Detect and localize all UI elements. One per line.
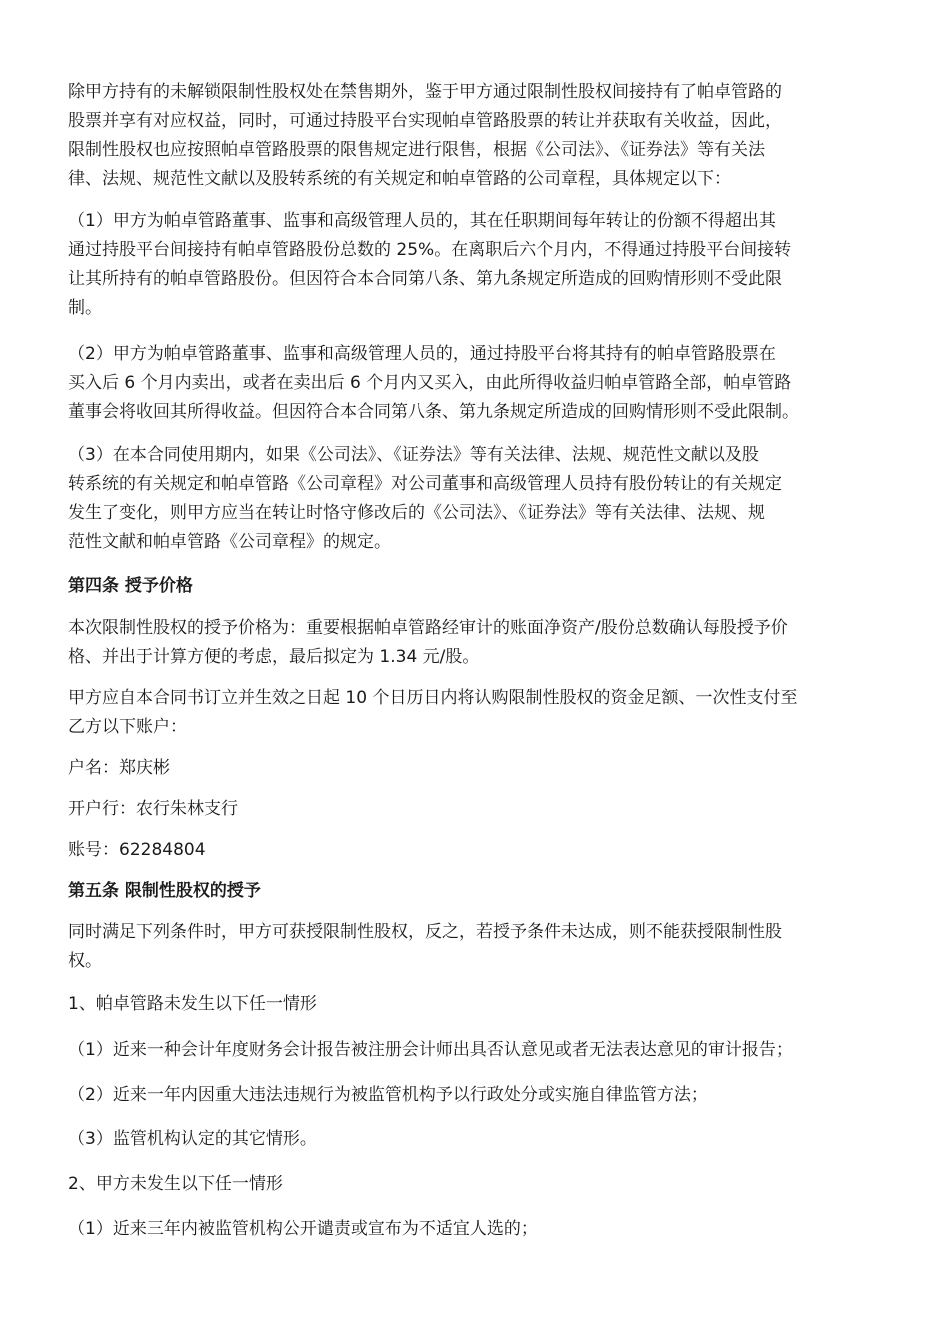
text-line: 让其所持有的帕卓管路股份。但因符合本合同第八条、第九条规定所造成的回购情形则不受此限 xyxy=(68,269,782,289)
paragraph-clause-2 xyxy=(68,340,888,427)
text-line: 通过持股平台间接持有帕卓管路股份总数的 25%。在离职后六个月内，不得通过持股平台间接转 xyxy=(68,240,792,260)
heading-text: 第四条 授予价格 xyxy=(68,576,193,596)
text-line: 律、法规、规范性文献以及股转系统的有关规定和帕卓管路的公司章程，具体规定以下： xyxy=(68,169,731,189)
article-4-heading xyxy=(68,572,888,601)
text-line: 1、帕卓管路未发生以下任一情形 xyxy=(68,994,317,1014)
text-line: 同时满足下列条件时，甲方可获授限制性股权，反之，若授予条件未达成，则不能获授限制性股 xyxy=(68,922,782,942)
text-line: （1）近来一种会计年度财务会计报告被注册会计师出具否认意见或者无法表达意见的审计报告； xyxy=(68,1040,793,1060)
paragraph-intro xyxy=(68,78,888,194)
condition-2 xyxy=(68,1170,888,1199)
text-line: （2）近来一年内因重大违法违规行为被监管机构予以行政处分或实施自律监管方法； xyxy=(68,1085,708,1105)
condition-1-1 xyxy=(68,1036,888,1065)
text-line: 制。 xyxy=(68,298,102,318)
text-line: 甲方应自本合同书订立并生效之日起 10 个日历日内将认购限制性股权的资金足额、一次性支付至 xyxy=(68,688,798,708)
text-line: 2、甲方未发生以下任一情形 xyxy=(68,1174,283,1194)
condition-1-2 xyxy=(68,1081,888,1110)
heading-text: 第五条 限制性股权的授予 xyxy=(68,881,261,901)
paragraph-clause-3 xyxy=(68,441,888,557)
text-line: 户名：郑庆彬 xyxy=(68,758,170,778)
text-line: 买入后 6 个月内卖出，或者在卖出后 6 个月内又买入，由此所得收益归帕卓管路全部，帕卓管路 xyxy=(68,373,792,393)
paragraph-payment xyxy=(68,684,888,742)
text-line: 股票并享有对应权益，同时，可通过持股平台实现帕卓管路股票的转让并获取有关收益，因此， xyxy=(68,111,782,131)
paragraph-grant-conditions xyxy=(68,918,888,976)
text-line: 董事会将收回其所得收益。但因符合本合同第八条、第九条规定所造成的回购情形则不受此限制。 xyxy=(68,402,799,422)
paragraph-price xyxy=(68,614,888,672)
article-5-heading xyxy=(68,877,888,906)
paragraph-clause-1 xyxy=(68,207,888,323)
text-line: （3）监管机构认定的其它情形。 xyxy=(68,1129,317,1149)
text-line: （1）近来三年内被监管机构公开谴责或宣布为不适宜人选的； xyxy=(68,1219,538,1239)
text-line: 开户行：农行朱林支行 xyxy=(68,799,238,819)
text-line: 本次限制性股权的授予价格为：重要根据帕卓管路经审计的账面净资产/股份总数确认每股授予价 xyxy=(68,618,788,638)
text-line: （2）甲方为帕卓管路董事、监事和高级管理人员的，通过持股平台将其持有的帕卓管路股票在 xyxy=(68,344,776,364)
condition-2-1 xyxy=(68,1215,888,1244)
account-number xyxy=(68,836,888,865)
condition-1 xyxy=(68,990,888,1019)
text-line: （1）甲方为帕卓管路董事、监事和高级管理人员的，其在任职期间每年转让的份额不得超出其 xyxy=(68,211,776,231)
text-line: 除甲方持有的未解锁限制性股权处在禁售期外，鉴于甲方通过限制性股权间接持有了帕卓管路的 xyxy=(68,82,782,102)
condition-1-3 xyxy=(68,1125,888,1154)
text-line: 乙方以下账户： xyxy=(68,717,187,737)
text-line: 转系统的有关规定和帕卓管路《公司章程》对公司董事和高级管理人员持有股份转让的有关规定 xyxy=(68,474,782,494)
account-name xyxy=(68,754,888,783)
text-line: 格、并出于计算方便的考虑，最后拟定为 1.34 元/股。 xyxy=(68,647,480,667)
text-line: 账号：62284804 xyxy=(68,840,206,860)
text-line: （3）在本合同使用期内，如果《公司法》、《证券法》等有关法律、法规、规范性文献以及股 xyxy=(68,445,759,465)
text-line: 权。 xyxy=(68,951,102,971)
text-line: 范性文献和帕卓管路《公司章程》的规定。 xyxy=(68,532,391,552)
account-bank xyxy=(68,795,888,824)
text-line: 限制性股权也应按照帕卓管路股票的限售规定进行限售，根据《公司法》、《证券法》等有关法 xyxy=(68,140,765,160)
text-line: 发生了变化，则甲方应当在转让时恪守修改后的《公司法》、《证券法》等有关法律、法规、规 xyxy=(68,503,765,523)
